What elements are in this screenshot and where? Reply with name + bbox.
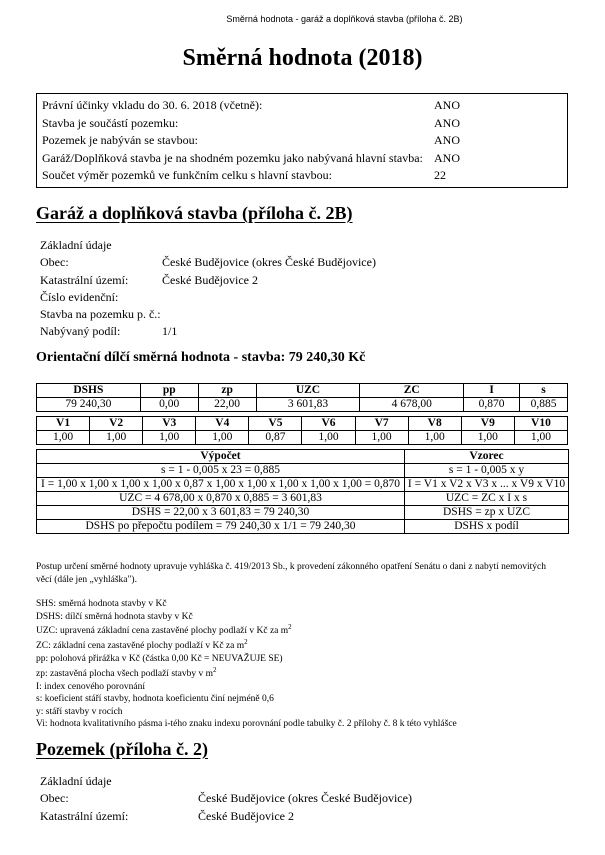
vfactor-header: V7 [355,417,408,431]
legend-item: DSHS: dílčí směrná hodnota stavby v Kč [36,611,193,622]
calculation-table [36,449,569,534]
calc-cell: DSHS = 22,00 x 3 601,83 = 79 240,30 [37,506,405,520]
vfactor-header: V2 [90,417,143,431]
params-cell: 0,870 [464,398,520,412]
formula-cell: UZC = ZC x I x s [405,492,569,506]
formula-cell: DSHS x podíl [405,520,569,534]
formula-cell: I = V1 x V2 x V3 x ... x V9 x V10 [405,478,569,492]
vfactor-cell: 1,00 [37,431,90,445]
page-title: Směrná hodnota (2018) [182,45,423,71]
legend-item: pp: polohová přirážka v Kč (částka 0,00 Kč = NEUVAŽUJE SE) [36,654,283,664]
calc-cell: I = 1,00 x 1,00 x 1,00 x 1,00 x 0,87 x 1,00 x 1,00 x 1,00 x 1,00 x 1,00 = 0,870 [37,478,405,492]
params-table [36,383,568,412]
basic-info-label: Základní údaje [40,774,112,788]
vfactor-header: V3 [143,417,196,431]
params-cell: 79 240,30 [37,398,141,412]
info-row: Katastrální území: České Budějovice 2 [40,272,258,287]
vfactor-cell: 1,00 [514,431,567,445]
basic-info-label: Základní údaje [40,238,112,252]
params-cell: 0,885 [520,398,568,412]
legend [36,598,457,731]
garage-basic-info [40,237,376,341]
params-cell: 22,00 [198,398,256,412]
summary-row: Pozemek je nabýván se stavbou: ANO [42,133,460,148]
section-heading-garage: Garáž a doplňková stavba (příloha č. 2B) [36,203,353,223]
legend-item: I: index cenového porovnání [36,681,145,692]
vfactor-cell: 1,00 [355,431,408,445]
calc-cell: UZC = 4 678,00 x 0,870 x 0,885 = 3 601,83 [37,492,405,506]
summary-box [36,93,568,188]
legend-item: ZC: základní cena zastavěné plochy podlaží v Kč za $m^2$ [36,637,248,651]
vfactor-header: V9 [461,417,514,431]
calc-header: Výpočet [37,450,405,464]
legend-item: s: koeficient stáří stavby, hodnota koeficientu činí nejméně 0,6 [36,694,274,704]
land-basic-info [40,773,412,825]
vfactor-cell: 0,87 [249,431,302,445]
info-row: Obec: České Budějovice (okres České Budějovice) [40,255,376,270]
params-header: ZC [360,384,464,398]
info-row: Nabývaný podíl: 1/1 [40,324,178,339]
legend-item: SHS: směrná hodnota stavby v Kč [36,599,167,609]
page-header: Směrná hodnota - garáž a doplňková stavba (příloha č. 2B) [226,14,463,24]
formula-cell: DSHS = zp x UZC [405,506,569,520]
params-header: I [464,384,520,398]
params-cell: 0,00 [140,398,198,412]
summary-row: Právní účinky vkladu do 30. 6. 2018 (včetně): ANO [42,98,460,112]
info-row: Katastrální území: České Budějovice 2 [40,808,294,823]
legend-item: UZC: upravená základní cena zastavěné plochy podlaží v Kč za $m^2$ [36,622,292,636]
legend-item: Vi: hodnota kvalitativního pásma i-tého znaku indexu porovnání podle tabulky č. 2 přílohy č. 8 k této vyhlášce [36,719,457,729]
params-cell: 4 678,00 [360,398,464,412]
info-row: Stavba na pozemku p. č.: [40,307,161,322]
info-row: Číslo evidenční: [40,289,119,304]
summary-row: Stavba je součástí pozemku: ANO [42,115,460,130]
regulation-note: Postup určení směrné hodnoty upravuje vyhláška č. 419/2013 Sb., k provedení zákonného opatření Senátu o dani z nabytí nemovitých věcí (dále jen „vyhláška"). [36,562,546,585]
params-header: zp [198,384,256,398]
formula-header: Vzorec [405,450,569,464]
summary-row: Garáž/Doplňková stavba je na shodném pozemku jako nabývaná hlavní stavba: ANO [42,150,460,165]
params-header: DSHS [37,384,141,398]
partial-value-heading: Orientační dílčí směrná hodnota - stavba: 79 240,30 Kč [36,350,366,365]
params-header: s [520,384,568,398]
vfactor-cell: 1,00 [302,431,355,445]
section-heading-land: Pozemek (příloha č. 2) [36,739,208,759]
vfactors-table [36,416,568,445]
params-header: pp [140,384,198,398]
params-cell: 3 601,83 [256,398,360,412]
vfactor-header: V8 [408,417,461,431]
formula-cell: s = 1 - 0,005 x y [405,464,569,478]
legend-item: y: stáří stavby v rocích [36,706,123,717]
vfactor-cell: 1,00 [143,431,196,445]
vfactor-cell: 1,00 [90,431,143,445]
vfactor-cell: 1,00 [196,431,249,445]
vfactor-header: V1 [37,417,90,431]
vfactor-cell: 1,00 [461,431,514,445]
calc-cell: s = 1 - 0,005 x 23 = 0,885 [37,464,405,478]
vfactor-cell: 1,00 [408,431,461,445]
summary-row: Součet výměr pozemků ve funkčním celku s hlavní stavbou: 22 [42,168,446,183]
params-header: UZC [256,384,360,398]
info-row: Obec: České Budějovice (okres České Budějovice) [40,791,412,806]
vfactor-header: V6 [302,417,355,431]
vfactor-header: V5 [249,417,302,431]
legend-item: zp: zastavěná plocha všech podlaží stavby v $m^2$ [36,665,217,679]
vfactor-header: V10 [514,417,567,431]
vfactor-header: V4 [196,417,249,431]
calc-cell: DSHS po přepočtu podílem = 79 240,30 x 1/1 = 79 240,30 [37,520,405,534]
